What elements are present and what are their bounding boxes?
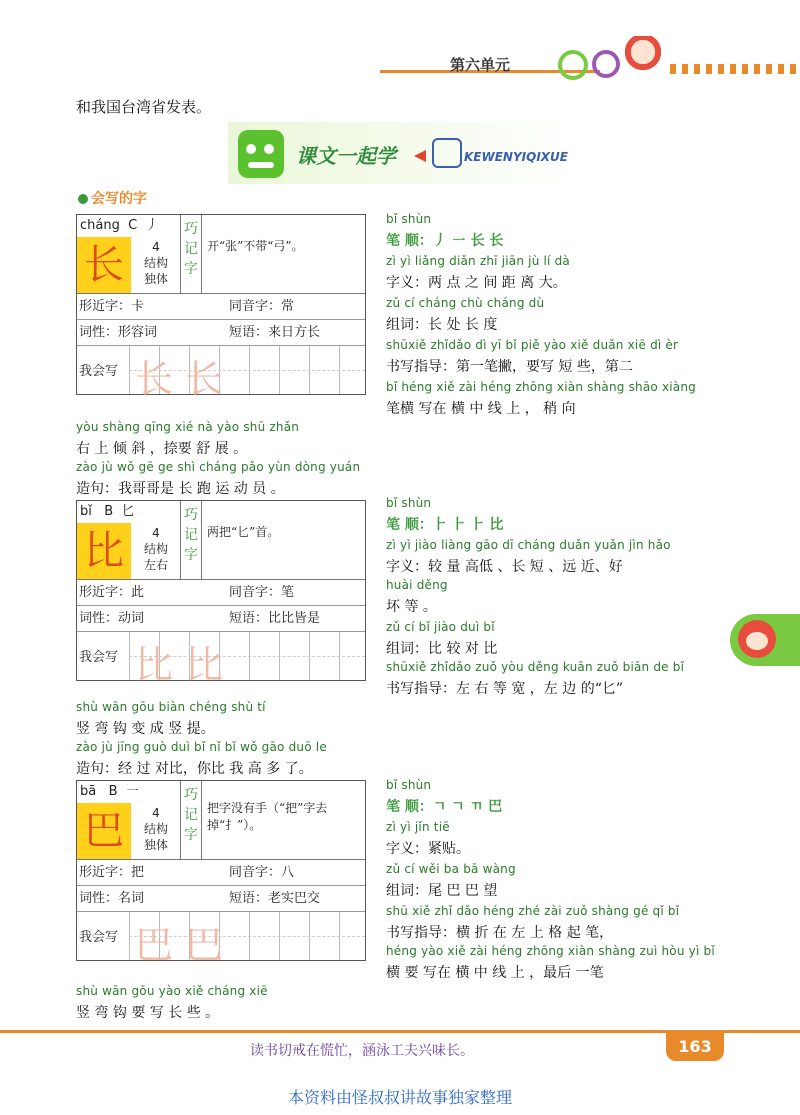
- info-row: [77, 606, 365, 632]
- zhidao: 书写指导：横 折 在 左 上 格 起 笔，: [386, 925, 614, 941]
- bishun-pinyin: bǐ shùn: [386, 212, 432, 226]
- char-card: [76, 500, 366, 687]
- ziyi-pinyin: zì yì liǎng diǎn zhī jiān jù lí dà: [386, 254, 570, 268]
- zhidao-pinyin: shūxiě zhǐdǎo zuǒ yòu děng kuān zuǒ biān de bǐ: [386, 660, 685, 674]
- girl-mascot-icon: [625, 36, 661, 76]
- char-pinyin: bā B ㇐: [80, 784, 139, 799]
- zaoju-pinyin: zào jù jīng guò duì bǐ nǐ bǐ wǒ gāo duō le: [76, 740, 327, 754]
- zhidao-pinyin: shū xiě zhǐ dǎo héng zhé zài zuǒ shàng gé qǐ bǐ: [386, 904, 680, 918]
- trace-char: 巴: [185, 923, 224, 967]
- ziyi2: 坏 等 。: [386, 599, 437, 615]
- footer-credit: 本资料由怪叔叔讲故事独家整理: [287, 1088, 512, 1107]
- stroke-info: 4 结构 独体: [143, 240, 168, 286]
- phrase: 短语：比比皆是: [229, 611, 321, 626]
- zuci: 组词：尾 巴 巴 望: [386, 883, 498, 899]
- bishun-pinyin: bǐ shùn: [386, 496, 432, 510]
- after-pinyin: shù wān gōu yào xiě cháng xiē: [76, 984, 268, 998]
- ziyi: 字义：较 量 高低 、长 短 、远 近、好: [386, 559, 623, 575]
- homophone: 同音字：常: [229, 299, 295, 314]
- info-row: [77, 294, 365, 320]
- info-row: [77, 886, 365, 912]
- info-row: [77, 860, 365, 886]
- after-text: 竖 弯 钩 变 成 竖 提。: [76, 721, 215, 737]
- char-card: [76, 780, 366, 967]
- practice-grid: [129, 346, 365, 401]
- zaoju-pinyin: zào jù wǒ gē ge shì cháng pǎo yùn dòng yuán: [76, 460, 361, 474]
- zhidao: 书写指导：第一笔撇，要写 短 些，第二: [386, 359, 633, 375]
- phrase: 短语：来日方长: [229, 325, 321, 340]
- zaoju: 造句：经 过 对比，你比 我 高 多 了。: [76, 761, 313, 777]
- info-row: [77, 320, 365, 346]
- trace-char: 长: [135, 357, 174, 401]
- write-label: 我会写: [79, 364, 119, 379]
- page-number-badge: [666, 1033, 724, 1061]
- writing-practice: [77, 912, 365, 967]
- similar-char: 形近字：此: [79, 585, 145, 600]
- memory-label: 巧 记 字: [180, 781, 202, 859]
- zhidao: 书写指导：左 右 等 宽 ，左 边 的“匕”: [386, 681, 624, 697]
- section-bullet-icon: [78, 194, 88, 204]
- bishun: 笔 顺：⺊ ⺊ ⺊ 比: [386, 517, 504, 533]
- write-label: 我会写: [79, 930, 119, 945]
- memory-tip: 开“张”不带“弓”。: [207, 239, 304, 253]
- memory-label: 巧 记 字: [180, 501, 202, 579]
- homophone: 同音字：八: [229, 865, 295, 880]
- writing-practice: [77, 632, 365, 687]
- zhidao2: 横 要 写在 横 中 线 上 ，最后 一笔: [386, 965, 604, 981]
- phrase: 短语：老实巴交: [229, 891, 321, 906]
- section-title: 会写的字: [91, 191, 147, 207]
- intro-line: 和我国台湾省发表。: [76, 98, 212, 116]
- stroke-info: 4 结构 左右: [143, 526, 168, 572]
- zhidao2-pinyin: bǐ héng xiě zài héng zhōng xiàn shàng shāo xiàng: [386, 380, 696, 394]
- char-card: [76, 214, 366, 401]
- green-monster-icon: [238, 130, 284, 178]
- zhidao2-pinyin: héng yào xiě zài héng zhōng xiàn shàng zuì hòu yì bǐ: [386, 944, 715, 958]
- zhidao-pinyin: shūxiě zhǐdǎo dì yī bǐ piě yào xiě duǎn xiē dì èr: [386, 338, 679, 352]
- memory-tip: 两把“匕”首。: [207, 525, 280, 539]
- info-row: [77, 580, 365, 606]
- lesson-banner: [228, 122, 576, 184]
- after-pinyin: yòu shàng qīng xié nà yào shū zhǎn: [76, 420, 300, 434]
- zaoju: 造句：我哥哥是 长 跑 运 动 员 。: [76, 481, 285, 497]
- similar-char: 形近字：把: [79, 865, 145, 880]
- stroke-info: 4 结构 独体: [143, 806, 168, 852]
- part-of-speech: 词性：动词: [79, 611, 145, 626]
- banner-subtitle: KEWENYIQIXUE: [464, 150, 568, 164]
- zuci-pinyin: zǔ cí cháng chù cháng dù: [386, 296, 545, 310]
- practice-grid: [129, 912, 365, 967]
- trace-char: 比: [185, 643, 224, 687]
- footer-motto: 读书切戒在慌忙，涵泳工夫兴味长。: [250, 1043, 474, 1059]
- zhidao2: 笔横 写在 横 中 线 上 ， 稍 向: [386, 401, 576, 417]
- zuci: 组词：长 处 长 度: [386, 317, 498, 333]
- write-label: 我会写: [79, 650, 119, 665]
- banner-title: 课文一起学: [296, 144, 396, 168]
- pointing-hand-icon: [432, 138, 462, 168]
- big-character: 巴: [77, 803, 131, 859]
- header-band: [380, 56, 800, 78]
- big-character: 比: [77, 523, 131, 579]
- bishun: 笔 顺：ㄱ ㄱ ㄲ 巴: [386, 799, 503, 815]
- practice-grid: [129, 632, 365, 687]
- zuci-pinyin: zǔ cí wěi ba bā wàng: [386, 862, 516, 876]
- trace-char: 长: [185, 357, 224, 401]
- circle-icon: [592, 50, 620, 78]
- char-pinyin: cháng C 丿: [80, 218, 159, 233]
- after-text: 竖 弯 钩 要 写 长 些 。: [76, 1005, 220, 1021]
- unit-title: 第六单元: [450, 56, 511, 74]
- arrow-icon: [414, 150, 426, 162]
- char-pinyin: bǐ B 匕: [80, 504, 135, 519]
- writing-practice: [77, 346, 365, 401]
- similar-char: 形近字：卡: [79, 299, 145, 314]
- part-of-speech: 词性：形容词: [79, 325, 158, 340]
- bishun-pinyin: bǐ shùn: [386, 778, 432, 792]
- zuci: 组词：比 较 对 比: [386, 641, 498, 657]
- after-text: 右 上 倾 斜 ，捺要 舒 展 。: [76, 441, 248, 457]
- fox-mascot-icon: [738, 620, 776, 658]
- trace-char: 比: [135, 643, 174, 687]
- after-pinyin: shù wān gōu biàn chéng shù tí: [76, 700, 266, 714]
- ziyi-pinyin: zì yì jǐn tiē: [386, 820, 450, 834]
- memory-label: 巧 记 字: [180, 215, 202, 293]
- big-character: 长: [77, 237, 131, 293]
- checker-decoration: [670, 64, 800, 74]
- circle-icon: [558, 50, 588, 80]
- trace-char: 巴: [135, 923, 174, 967]
- ziyi-pinyin: zì yì jiào liàng gāo dī cháng duǎn yuǎn jìn hǎo: [386, 538, 671, 552]
- ziyi: 字义：紧贴。: [386, 841, 470, 857]
- ziyi: 字义：两 点 之 间 距 离 大。: [386, 275, 567, 291]
- ziyi2-pinyin: huài děng: [386, 578, 448, 592]
- bishun: 笔 顺：丿 ㇐ 长 长: [386, 233, 504, 249]
- part-of-speech: 词性：名词: [79, 891, 145, 906]
- memory-tip: 把字没有手（“把”字去掉“扌”）。: [207, 801, 328, 832]
- zuci-pinyin: zǔ cí bǐ jiào duì bǐ: [386, 620, 495, 634]
- page-number: 163: [678, 1037, 712, 1056]
- side-tab: [730, 614, 800, 666]
- homophone: 同音字：笔: [229, 585, 295, 600]
